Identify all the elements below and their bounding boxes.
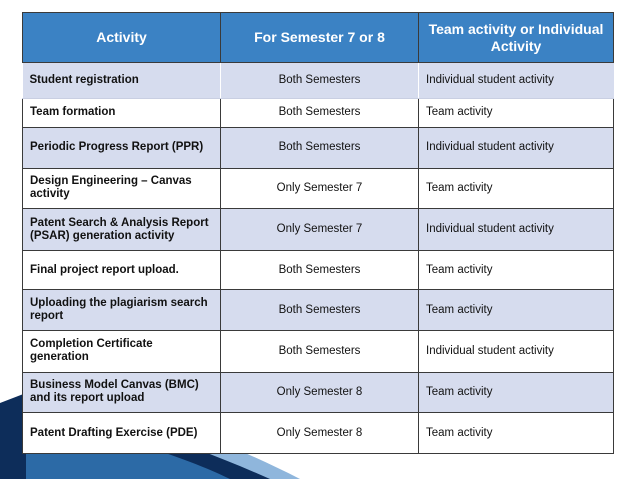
activity-cell: Student registration: [23, 63, 221, 99]
activity-cell: Team formation: [23, 98, 221, 127]
header-activity-type: Team activity or Individual Activity: [419, 13, 614, 63]
activity-type-cell: Team activity: [419, 413, 614, 454]
semester-cell: Only Semester 7: [221, 168, 419, 209]
table-row: [23, 413, 614, 454]
activity-type-cell: Individual student activity: [419, 209, 614, 251]
activity-cell: Business Model Canvas (BMC) and its report upload: [23, 372, 221, 413]
activity-type-cell: Team activity: [419, 250, 614, 290]
activity-cell: Patent Search & Analysis Report (PSAR) generation activity: [23, 209, 221, 251]
table-row: [23, 98, 614, 127]
activity-table: [22, 12, 614, 454]
activity-cell: Patent Drafting Exercise (PDE): [23, 413, 221, 454]
header-semester: For Semester 7 or 8: [221, 13, 419, 63]
table-row: [23, 63, 614, 99]
semester-cell: Only Semester 8: [221, 372, 419, 413]
activity-cell: Design Engineering – Canvas activity: [23, 168, 221, 209]
table-row: [23, 209, 614, 251]
activity-type-cell: Individual student activity: [419, 331, 614, 373]
semester-cell: Both Semesters: [221, 331, 419, 373]
semester-cell: Both Semesters: [221, 127, 419, 168]
semester-cell: Both Semesters: [221, 63, 419, 99]
table-row: [23, 372, 614, 413]
header-row: [23, 13, 614, 63]
activity-type-cell: Team activity: [419, 290, 614, 331]
semester-cell: Both Semesters: [221, 98, 419, 127]
activity-type-cell: Individual student activity: [419, 63, 614, 99]
semester-cell: Only Semester 7: [221, 209, 419, 251]
activity-cell: Completion Certificate generation: [23, 331, 221, 373]
activity-type-cell: Individual student activity: [419, 127, 614, 168]
table-row: [23, 168, 614, 209]
activity-cell: Final project report upload.: [23, 250, 221, 290]
semester-cell: Both Semesters: [221, 250, 419, 290]
activity-type-cell: Team activity: [419, 98, 614, 127]
table-row: [23, 290, 614, 331]
semester-cell: Only Semester 8: [221, 413, 419, 454]
table-row: [23, 250, 614, 290]
header-activity: Activity: [23, 13, 221, 63]
table-row: [23, 331, 614, 373]
activity-cell: Periodic Progress Report (PPR): [23, 127, 221, 168]
activity-type-cell: Team activity: [419, 372, 614, 413]
table-row: [23, 127, 614, 168]
semester-cell: Both Semesters: [221, 290, 419, 331]
activity-cell: Uploading the plagiarism search report: [23, 290, 221, 331]
activity-type-cell: Team activity: [419, 168, 614, 209]
